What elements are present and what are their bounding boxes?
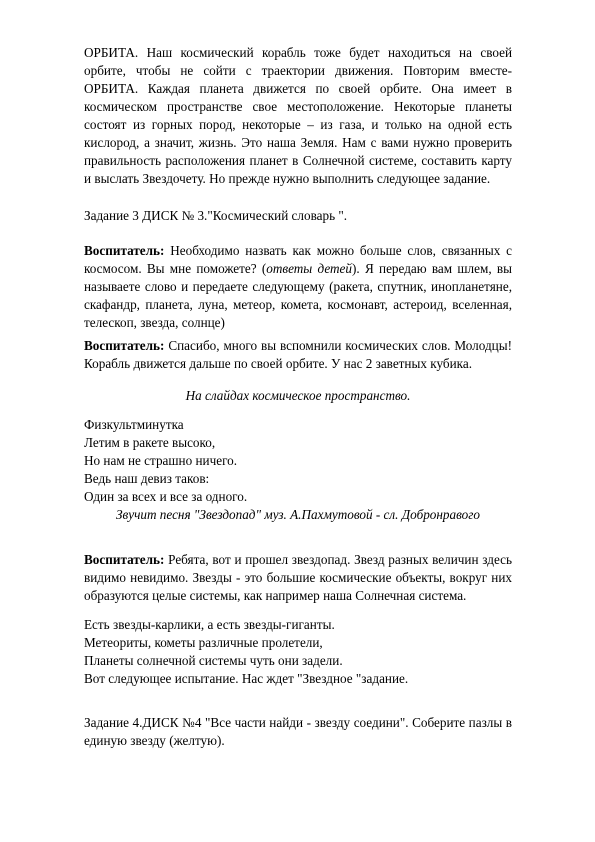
task-4-text: Задание 4.ДИСК №4 "Все части найди - звезду соедини". Соберите пазлы в единую звезду (желтую).: [84, 715, 512, 748]
paragraph-teacher-words: [84, 242, 512, 332]
task-4-paragraph: [84, 714, 512, 750]
poem-line: Но нам не страшно ничего.: [84, 453, 238, 468]
slides-note: [84, 387, 512, 405]
poem-line: Один за всех и все за одного.: [84, 489, 248, 504]
paragraph-teacher-stars: [84, 551, 512, 605]
speaker-label: Воспитатель:: [84, 243, 165, 258]
poem-line: Ведь наш девиз таков:: [84, 471, 210, 486]
paragraph-orbit-text: ОРБИТА. Наш космический корабль тоже будет находиться на своей орбите, чтобы не сойти с траектории движения. Повторим вместе- ОРБИТА. Каждая планета движется по своей орбите. Она имеет в космическом пространстве свое местоположение. Некоторые планеты состоят из горных пород, некоторые – из газа, и только на одной есть кислород, а значит, жизнь. Это наша Земля. Нам с вами нужно проверить правильность расположения планет в Солнечной системе, составить карту и выслать Звездочету. Но прежде нужно выполнить следующее задание.: [84, 45, 512, 186]
poem-line: Физкультминутка: [84, 417, 184, 432]
teacher-words-text-a: Необходимо назвать как можно больше слов, связанных с космосом. Вы мне поможете? (: [84, 243, 512, 276]
task-3-text: Задание 3 ДИСК № 3."Космический словарь ".: [84, 208, 348, 223]
speaker-label: Воспитатель:: [84, 338, 165, 353]
speaker-label: Воспитатель:: [84, 552, 165, 567]
teacher-thanks-text: Спасибо, много вы вспомнили космических слов. Молодцы! Корабль движется дальше по своей орбите. У нас 2 заветных кубика.: [84, 338, 512, 371]
stars-poem: [84, 616, 512, 688]
poem-line: Вот следующее испытание. Нас ждет "Звездное "задание.: [84, 671, 409, 686]
slides-note-text: На слайдах космическое пространство.: [185, 388, 411, 403]
teacher-stars-text: Ребята, вот и прошел звездопад. Звезд разных величин здесь видимо невидимо. Звезды - это большие космические объекты, вокруг них образуются целые системы, как например наша Солнечная система.: [84, 552, 512, 603]
task-3-heading: [84, 207, 512, 225]
song-note-text: Звучит песня "Звездопад" муз. А.Пахмутовой - сл. Добронравого: [115, 507, 480, 522]
children-answers-note: ответы детей: [266, 261, 352, 276]
poem-line: Метеориты, кометы различные пролетели,: [84, 635, 323, 650]
poem-line: Летим в ракете высоко,: [84, 435, 216, 450]
paragraph-teacher-thanks: [84, 337, 512, 373]
poem-line: Есть звезды-карлики, а есть звезды-гиганты.: [84, 617, 335, 632]
exercise-poem: [84, 416, 512, 506]
teacher-words-text-b: ). Я передаю вам шлем, вы называете слово и передаете следующему (ракета, спутник, инопланетяне, скафандр, планета, луна, метеор, комета, космонавт, астероид, вселенная, телескоп, звезда, солнце): [84, 261, 512, 330]
poem-line: Планеты солнечной системы чуть они задели.: [84, 653, 343, 668]
song-note: [84, 506, 512, 524]
paragraph-orbit: [84, 44, 512, 188]
